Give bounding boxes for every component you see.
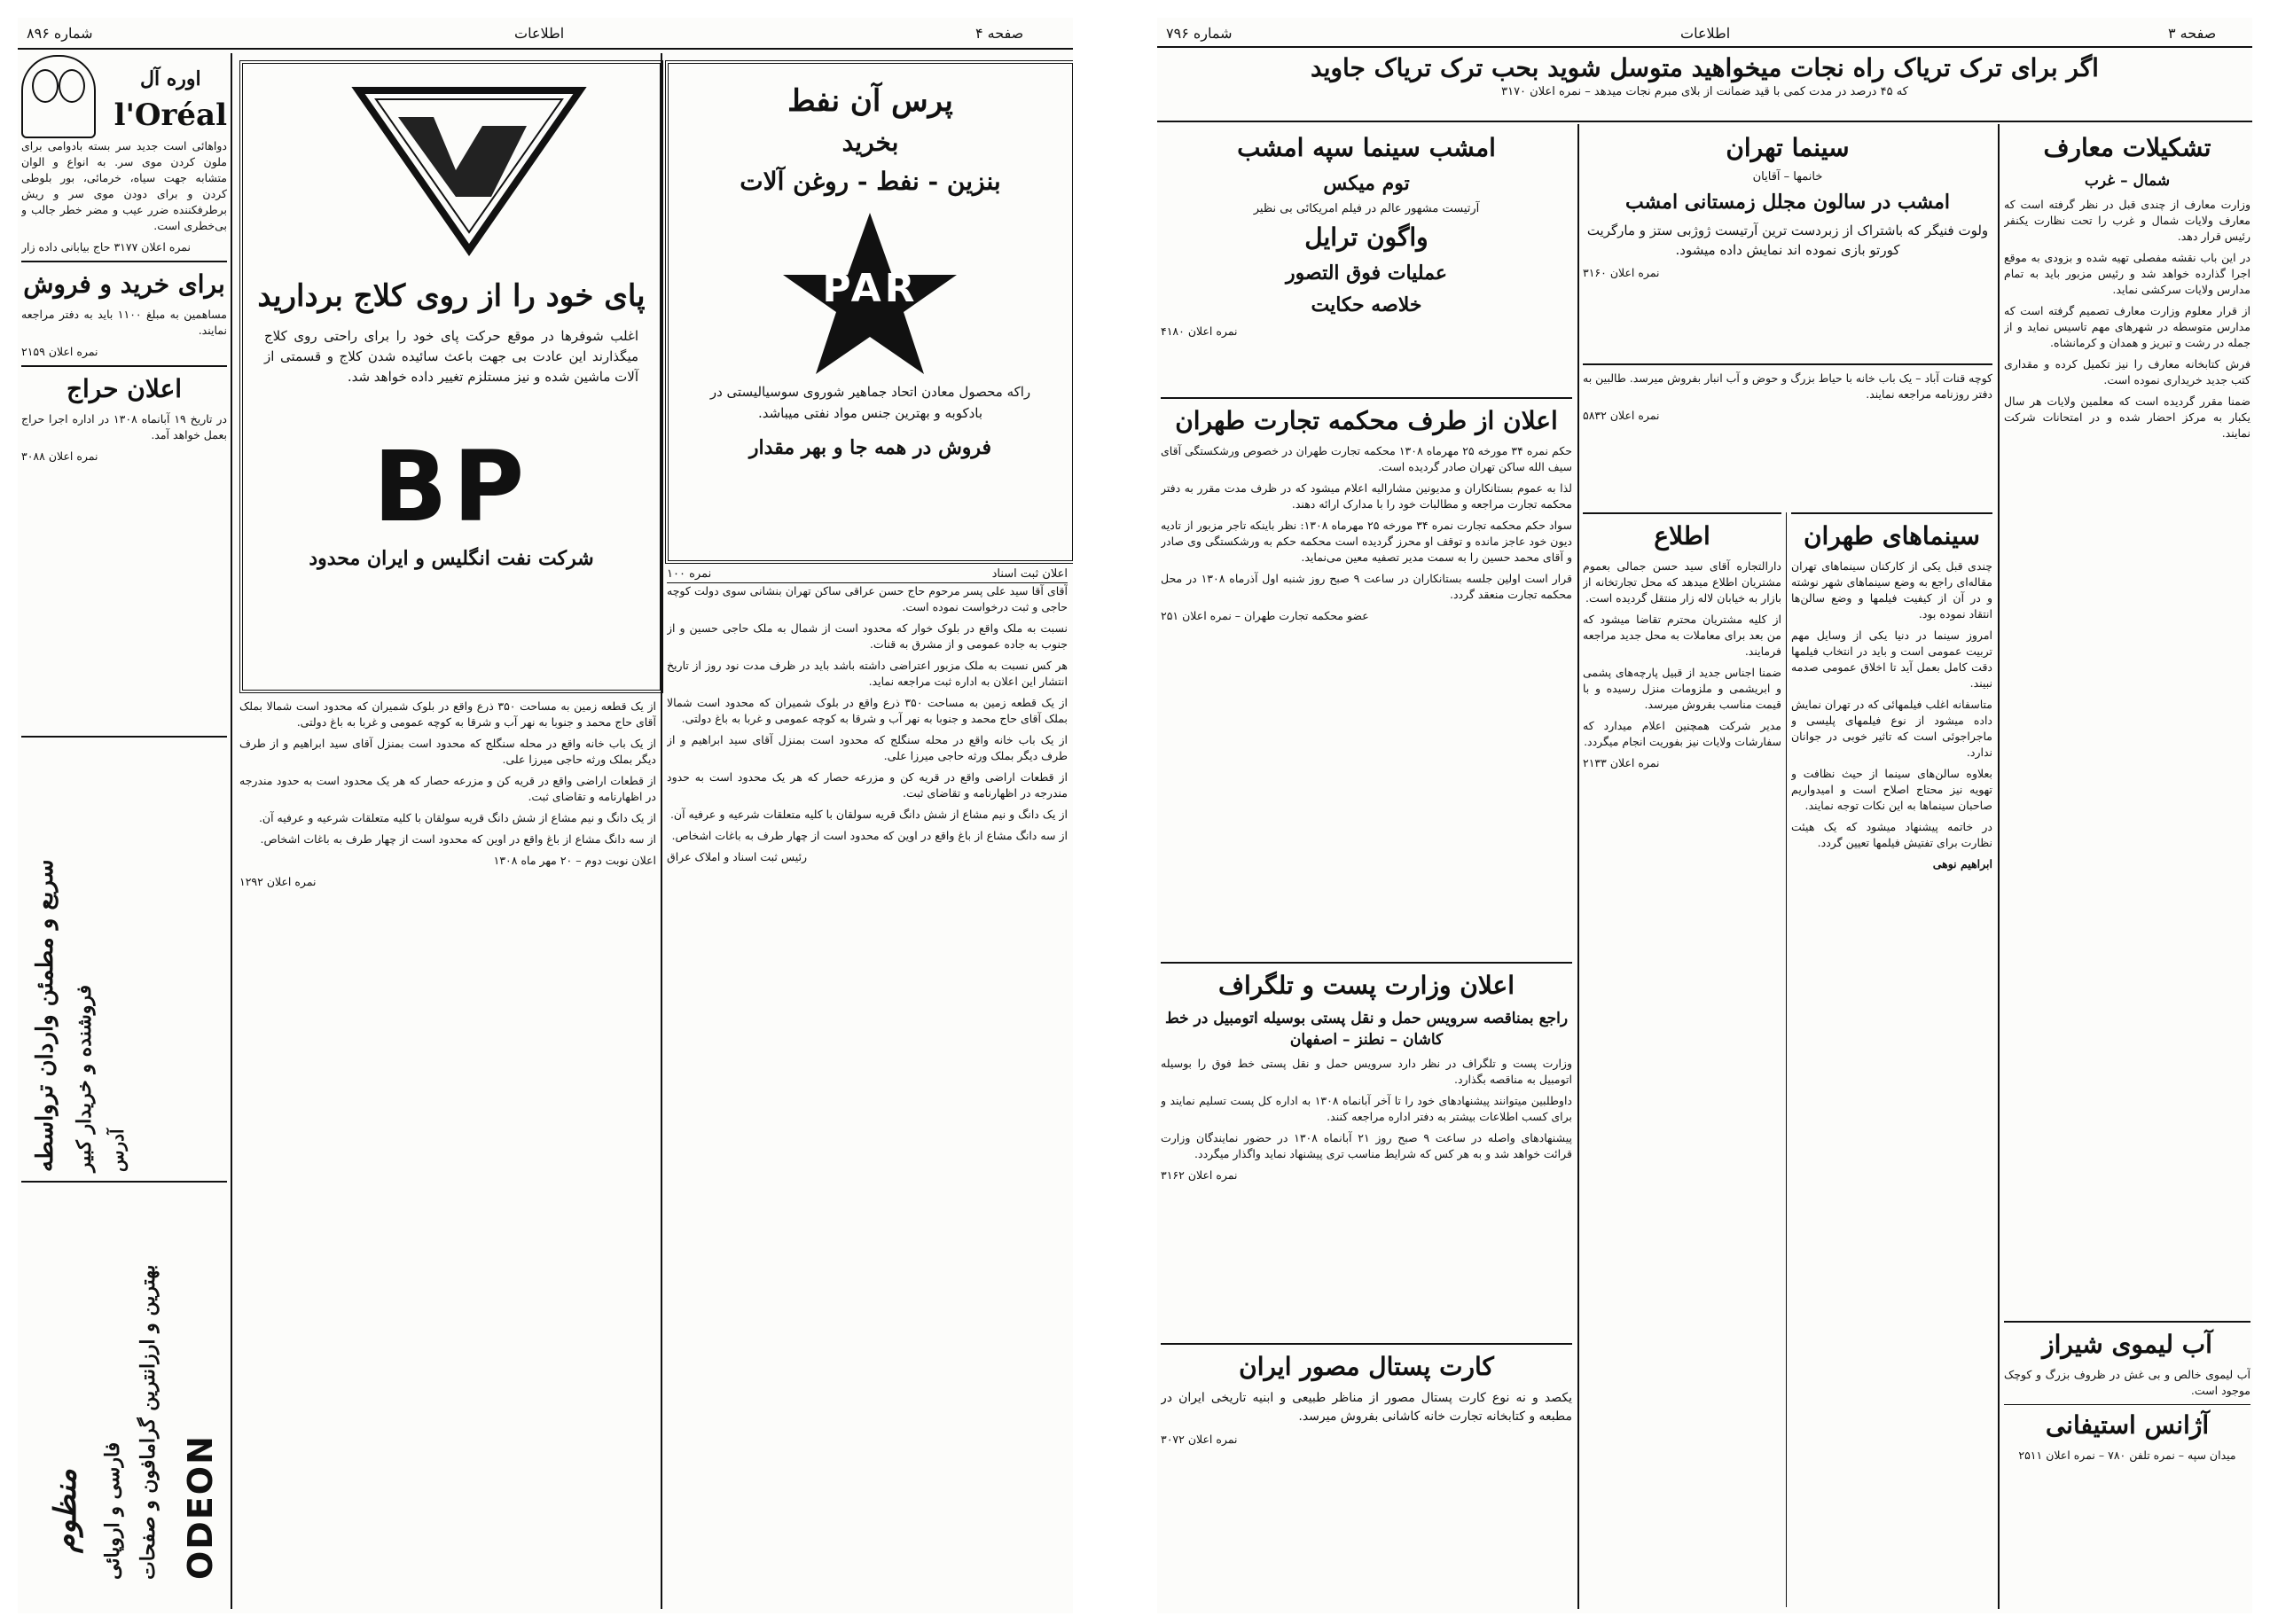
small-notice (1583, 363, 1992, 507)
kharid-title: برای خرید و فروش (23, 269, 225, 299)
kart-title: کارت پستال مصور ایران (1239, 1352, 1494, 1381)
tashkilat-paragraph: وزارت معارف از چندی قبل در نظر گرفته است که معارف ولایات شمال و غرب را تحت نظارت یکنفر رئیس قرار دهد. (2004, 198, 2250, 243)
cinema-sepah-film-a: توم میکس (1323, 172, 1410, 195)
cinema-sepah-ad (1161, 126, 1572, 392)
small-notice-body: کوچه قنات آباد – یک باب خانه با حیاط بزرگ و حوض و آب انبار بفروش میرسد. طالبین به دفتر روزنامه مراجعه نمایند. (1583, 371, 1992, 401)
ettela-footer: نمره اعلان ۲۱۳۳ (1583, 756, 1660, 769)
mahkame-paragraph: حکم نمره ۳۴ مورخه ۲۵ مهرماه ۱۳۰۸ محکمه تجارت طهران در خصوص ورشکستگی آقای سیف الله ساکن تهران صادر گردیده است. (1161, 444, 1572, 473)
sabt-notice-head (667, 567, 1068, 583)
left-page-header (18, 21, 1073, 46)
middle-paragraph: از یک دانگ و نیم مشاع از شش دانگ قریه سولقان با کلیه متعلقات شرعیه و عرفیه آن. (258, 811, 656, 824)
opium-banner-sub: که ۴۵ درصد در مدت کمی با قید ضمانت از بلای مبرم نجات میدهد – نمره اعلان ۳۱۷۰ (1501, 85, 1908, 98)
parsan-title: پرس آن نفط (787, 83, 953, 119)
vertical-ad-2: فروشنده و خریدار کبیر (73, 984, 96, 1172)
cinema-tehran-footer: نمره اعلان ۳۱۶۰ (1583, 266, 1660, 279)
middle-notice-column (239, 699, 656, 1607)
divider (21, 365, 227, 367)
loreal-ad-head (21, 55, 227, 138)
sabt-paragraph: آقای آقا سید علی پسر مرحوم حاج حسن عراقی ساکن تهران بنشانی سوی دولت کوچه حاجی و ثبت درخواست نموده است. (667, 584, 1068, 613)
vertical-ad-1: سریع و مطمئن واردان ترواسطه (32, 859, 59, 1172)
right-header-paper: اطلاعات (1680, 25, 1731, 42)
loreal-brand-fa: اوره آل (139, 67, 201, 90)
mahkame-paragraph: سواد حکم محکمه تجارت نمره ۳۴ مورخه ۲۵ مهرماه ۱۳۰۸: نظر باینکه تاجر مزبور از تادیه دیون خود عاجز مانده و توقف او محرز گردیده است محکمه حکم به ورشکستگی وی صادر و آقای محمد حسین را به سمت مدیر تصفیه معین می‌نماید. (1161, 519, 1572, 564)
right-newspaper-page (1157, 18, 2252, 1613)
sabt-notice-footer: رئیس ثبت اسناد و املاک عراق (667, 850, 808, 863)
loreal-body: دواهائی است جدید سر بسته بادوامی برای ملون کردن موی سر. به انواع و الوان متشابه جهت سیاه، خرمائی، بور بلوطی کردن و برای دودن موی سر و ریش برطرفکننده ضرر عیب و مضر خطر جالب و بی‌خطری است. (21, 139, 227, 232)
bp-ad (239, 60, 663, 693)
tashkilat-paragraph: فرش کتابخانه معارف را نیز تکمیل کرده و مقداری کتب جدید خریداری نموده است. (2004, 357, 2250, 386)
ablimu-title: آب لیموی شیراز (2042, 1330, 2212, 1359)
bp-headline: پای خود را از روی کلاج بردارید (257, 278, 646, 314)
cinema-tehran-labels: خانمها – آقایان (1752, 170, 1823, 183)
post-footer: نمره اعلان ۳۱۶۲ (1161, 1168, 1238, 1182)
parsan-body-wrap (669, 381, 1072, 429)
cinema-sepah-film-b: واگون ترایل (1304, 223, 1429, 252)
parsan-body: راکه محصول معادن اتحاد جماهیر شوروی سوسیالیستی در بادکوبه و بهترین جنس مواد نفتی میباشد. (709, 384, 1031, 421)
parsan-ad (665, 60, 1073, 564)
cinemaha-paragraph: بعلاوه سالن‌های سینما از حیث نظافت و تهویه نیز محتاج اصلاح است و امیدواریم صاحبان سینماها به این نکات توجه نمایند. (1791, 767, 1992, 812)
mahkame-paragraph: لذا به عموم بستانکاران و مدیونین مشارالیه اعلام میشود که در ظرف مدت مقرر به دفتر محکمه تجارت مراجعه و مطالبات خود را با مدارک ارائه دهند. (1161, 481, 1572, 511)
cinemaha-title: سینماهای طهران (1803, 521, 1981, 550)
tashkilat-paragraph: ضمنا مقرر گردیده است که معلمین ولایات هر سال یکبار به مرکز احضار شده و در امتحانات شرکت نمایند. (2004, 394, 2250, 440)
ettela-title: اطلاع (1654, 521, 1710, 550)
bp-company: شرکت نفت انگلیس و ایران محدود (309, 547, 594, 570)
opium-banner-title: اگر برای ترک تریاک راه نجات میخواهید متوسل شوید بحب ترک تریاک جاوید (1311, 53, 2099, 82)
tashkilat-paragraph: از قرار معلوم وزارت معارف تصمیم گرفته است که مدارس متوسطه در شهرهای مهم تاسیس نماید و از جمله در رشت و تبریز و همدان و کرمانشاه. (2004, 304, 2250, 349)
post-title: اعلان وزارت پست و تلگراف (1217, 971, 1515, 1000)
loreal-faces-illustration (21, 55, 96, 138)
divider (21, 261, 227, 262)
middle-paragraph: از سه دانگ مشاع از باغ واقع در اوین که محدود است از چهار طرف به باغات اشخاص. (260, 832, 656, 846)
ablimu-body: آب لیموی خالص و بی غش در ظروف بزرگ و کوچک موجود است. (2004, 1368, 2250, 1397)
sabt-paragraph: نسبت به ملک واقع در بلوک خوار که محدود است از شمال به ملک حاجی حسین و از جنوب به جاده عمومی و از مشرق به قنات. (667, 621, 1068, 651)
parsan-logo-wrap (669, 204, 1072, 381)
ettela-paragraph: مدیر شرکت همچنین اعلام میدارد که سفارشات ولایات نیز بفوریت انجام میگردد. (1583, 719, 1781, 748)
ettela-paragraph: از کلیه مشتریان محترم تقاضا میشود که من بعد برای معاملات به محل جدید مراجعه فرمایند. (1583, 613, 1781, 658)
sabt-paragraph: از یک دانگ و نیم مشاع از شش دانگ قریه سولقان با کلیه متعلقات شرعیه و عرفیه آن. (669, 808, 1068, 821)
ablimu-ad (2004, 1321, 2250, 1606)
haraj-footer: نمره اعلان ۳۰۸۸ (21, 449, 98, 463)
cinemaha-paragraph: متاسفانه اغلب فیلمهائی که در تهران نمایش داده میشود از نوع فیلمهای پلیسی و ماجراجوئی است که تاثیر خوبی در جوانان ندارد. (1791, 698, 1992, 759)
ablimu-address: میدان سپه – نمره تلفن ۷۸۰ – نمره اعلان ۲۵۱۱ (2018, 1448, 2236, 1462)
cinema-tehran-body: ولوت فنیگر که باشتراک از زبردست ترین آرتیست ژوژبی ستز و مارگریت کورتو بازی نموده اند نمایش داده میشود. (1586, 223, 1989, 258)
sabt-paragraph: از یک باب خانه واقع در محله سنگلج که محدود است بمنزل آقای سید ابراهیم و از طرف دیگر بملک ورثه حاجی میرزا علی. (667, 733, 1068, 762)
bp-logo: BP (372, 430, 530, 543)
odeon-line-2: فارسی و اروپائی (101, 1441, 124, 1580)
right-header-page: صفحه ۳ (2168, 25, 2217, 42)
ablimu-agency: آژانس استیفانی (2004, 1404, 2250, 1442)
kart-postal-ad (1161, 1343, 1572, 1606)
bp-clutch-illustration (243, 64, 660, 268)
middle-paragraph: اعلان نوبت دوم – ۲۰ مهر ماه ۱۳۰۸ (493, 854, 656, 867)
tashkilat-subtitle: شمال – غرب (2084, 172, 2171, 190)
sabt-paragraph: هر کس نسبت به ملک مزبور اعتراضی داشته باشد باید در ظرف مدت نود روز از تاریخ انتشار این اعلان به اداره ثبت مراجعه نماید. (667, 659, 1068, 688)
tashkilat-title: تشکیلات معارف (2043, 133, 2211, 162)
loreal-brand-en: l'Oréal (114, 98, 227, 133)
ettela-notice (1583, 512, 1781, 1604)
bp-body-wrap (243, 321, 660, 398)
opium-banner (1157, 46, 2252, 122)
ettela-paragraph: ضمنا اجناس جدید از قبیل پارچه‌های پشمی و ابریشمی و ملزومات منزل رسیده و با قیمت مناسب بفروش میرسد. (1583, 666, 1781, 711)
middle-paragraph: از یک باب خانه واقع در محله سنگلج که محدود است بمنزل آقای سید ابراهیم و از طرف دیگر بملک ورثه حاجی میرزا علی. (239, 737, 656, 766)
parsan-subtitle: بخرید (841, 128, 899, 157)
cinemaha-article (1791, 512, 1992, 1604)
vertical-ad-3: آدرس (106, 1128, 128, 1172)
tashkilat-paragraph: در این باب نقشه مفصلی تهیه شده و بزودی به موقع اجرا گذارده خواهد شد و رئیس مزبور باید به تمام مدارس ولایات سرکشی نماید. (2004, 251, 2250, 296)
parsan-sale: فروش در همه جا و بهر مقدار (748, 436, 992, 459)
mahkame-footer: عضو محکمه تجارت طهران – نمره اعلان ۲۵۱ (1161, 609, 1369, 622)
kart-footer: نمره اعلان ۳۰۷۲ (1161, 1433, 1238, 1446)
middle-paragraph: از قطعات اراضی واقع در قریه کن و مزرعه حصار که هر یک محدود است به حدود مندرجه در اظهارنامه و تقاضای ثبت. (239, 774, 656, 803)
haraj-body: در تاریخ ۱۹ آبانماه ۱۳۰۸ در اداره اجرا حراج بعمل خواهد آمد. (21, 412, 227, 441)
odeon-line-1: بهترین و ارزانترین گرامافون و صفحات (137, 1264, 160, 1580)
small-notice-footer: نمره اعلان ۵۸۳۲ (1583, 409, 1660, 422)
cinema-sepah-film-d: خلاصه حکایت (1311, 293, 1422, 316)
cinema-tehran-title: سینما تهران (1726, 133, 1850, 162)
header-rule (18, 48, 1073, 50)
parsan-logo: PAR (822, 266, 919, 311)
tashkilat-column (2004, 126, 2250, 1314)
sabt-notice-number: نمره ۱۰۰ (667, 567, 712, 581)
left-ads-column (21, 55, 227, 729)
sabt-paragraph: از یک قطعه زمین به مساحت ۳۵۰ ذرع واقع در بلوک شمیران که محدود است شمالا بملک آقای حاج محمد و جنوبا به نهر آب و شرقا به کوچه عمومی و غربا به باغ دولتی. (667, 696, 1068, 725)
cinema-sepah-film-c: عملیات فوق التصور (1286, 262, 1447, 285)
sabt-notice (667, 567, 1068, 1609)
cinema-sepah-title: امشب سینما سپه امشب (1237, 133, 1496, 162)
post-paragraph: وزارت پست و تلگراف در نظر دارد سرویس حمل و نقل پستی خط فوق را بوسیله اتومبیل به مناقصه بگذارد. (1161, 1057, 1572, 1086)
kart-body: یکصد و نه نوع کارت پستال مصور از مناظر طبیعی و ابنیه تاریخی ایران در مطبعه و کتابخانه تجارت خانه کاشانی بفروش میرسد. (1161, 1391, 1572, 1424)
bp-body: اغلب شوفرها در موقع حرکت پای خود را برای راحتی روی کلاج میگذارند این عادت بی جهت باعث سائیده شدن کلاج و قسمتی از آلات ماشین شده و نیز مستلزم تغییر داده خواهد شد. (264, 328, 638, 385)
loreal-footer: نمره اعلان ۳۱۷۷ حاج بیابانی داده زار (21, 240, 191, 254)
right-page-header (1157, 21, 2252, 46)
cinema-tehran-tonight: امشب در سالون مجلل زمستانی امشب (1624, 191, 1951, 214)
parsan-products: بنزین - نفط - روغن آلات (740, 167, 1001, 196)
divider (21, 1181, 227, 1183)
kharid-footer: نمره اعلان ۲۱۵۹ (21, 345, 98, 358)
post-paragraph: پیشنهادهای واصله در ساعت ۹ صبح روز ۲۱ آبانماه ۱۳۰۸ در حضور نمایندگان وزارت قرائت خواهد شد و به هر کس که شرایط مناسب تری پیشنهاد نماید واگذار میگردد. (1161, 1131, 1572, 1160)
haraj-title: اعلان حراج (66, 374, 183, 403)
column-rule (1577, 124, 1579, 1609)
sabt-notice-title: اعلان ثبت اسناد (991, 567, 1068, 581)
cinemaha-footer: ابراهیم نوهی (1932, 857, 1992, 871)
cinema-sepah-footer: نمره اعلان ۴۱۸۰ (1161, 324, 1238, 338)
kharid-body: مساهمین به مبلغ ۱۱۰۰ باید به دفتر مراجعه نمایند. (21, 308, 227, 337)
cinema-tehran-ad (1583, 126, 1992, 356)
mahkame-notice (1161, 397, 1572, 957)
ettela-paragraph: دارالتجاره آقای سید حسن جمالی بعموم مشتریان اطلاع میدهد که محل تجارتخانه از بازار به خیابان لاله زار منتقل گردیده است. (1583, 559, 1781, 605)
mahkame-paragraph: قرار است اولین جلسه بستانکاران در ساعت ۹ صبح روز شنبه اول آذرماه ۱۳۰۸ در محل محکمه تجارت منعقد گردد. (1161, 572, 1572, 601)
column-rule (1786, 512, 1787, 1607)
left-header-paper: اطلاعات (514, 25, 565, 42)
post-notice (1161, 962, 1572, 1336)
mahkame-title: اعلان از طرف محکمه تجارت طهران (1175, 406, 1558, 435)
left-header-page: صفحه ۴ (975, 25, 1024, 42)
middle-paragraph: از یک قطعه زمین به مساحت ۳۵۰ ذرع واقع در بلوک شمیران که محدود است شمالا بملک آقای حاج محمد و جنوبا به نهر آب و شرقا به کوچه عمومی و غربا به باغ دولتی. (239, 699, 656, 729)
cinemaha-paragraph: چندی قبل یکی از کارکنان سینماهای تهران مقاله‌ای راجع به وضع سینماهای شهر نوشته و در آن از کیفیت فیلمها و وضع سالن‌ها انتقاد نموده بود. (1791, 559, 1992, 621)
post-paragraph: داوطلبین میتوانند پیشنهادهای خود را تا آخر آبانماه ۱۳۰۸ به اداره کل پست تسلیم نمایند و برای کسب اطلاعات بیشتر به دفتر اداره مراجعه کنند. (1161, 1094, 1572, 1123)
sabt-paragraph: از سه دانگ مشاع از باغ واقع در اوین که محدود است از چهار طرف به باغات اشخاص. (671, 829, 1068, 842)
column-rule (1998, 124, 2000, 1609)
odeon-logo: ODEON (181, 1434, 220, 1580)
cinemaha-paragraph: امروز سینما در دنیا یکی از وسایل مهم تربیت عمومی است و باید در انتخاب فیلمها دقت کامل بعمل آید تا اخلاق عمومی صدمه نبیند. (1791, 629, 1992, 690)
post-subtitle: راجع بمناقصه سرویس حمل و نقل پستی بوسیله اتومبیل در خط کاشان – نطنز – اصفهان (1164, 1010, 1569, 1049)
vertical-ads-block (21, 736, 227, 1606)
right-header-issue: شماره ۷۹۶ (1166, 25, 1233, 42)
cinema-sepah-note: آرتیست مشهور عالم در فیلم امریکائی بی نظیر (1253, 202, 1480, 215)
left-header-issue: شماره ۸۹۶ (27, 25, 93, 42)
column-rule (661, 53, 662, 1609)
cinemaha-paragraph: در خاتمه پیشنهاد میشود که یک هیئت نظارت برای تفتیش فیلمها تعیین گردد. (1791, 820, 1992, 849)
middle-footer: نمره اعلان ۱۲۹۲ (239, 875, 317, 888)
sabt-paragraph: از قطعات اراضی واقع در قریه کن و مزرعه حصار که هر یک محدود است به حدود مندرجه در اظهارنامه و تقاضای ثبت. (667, 770, 1068, 800)
left-newspaper-page (18, 18, 1073, 1613)
column-rule (231, 53, 232, 1609)
odeon-signature: منظوم (48, 1469, 83, 1553)
